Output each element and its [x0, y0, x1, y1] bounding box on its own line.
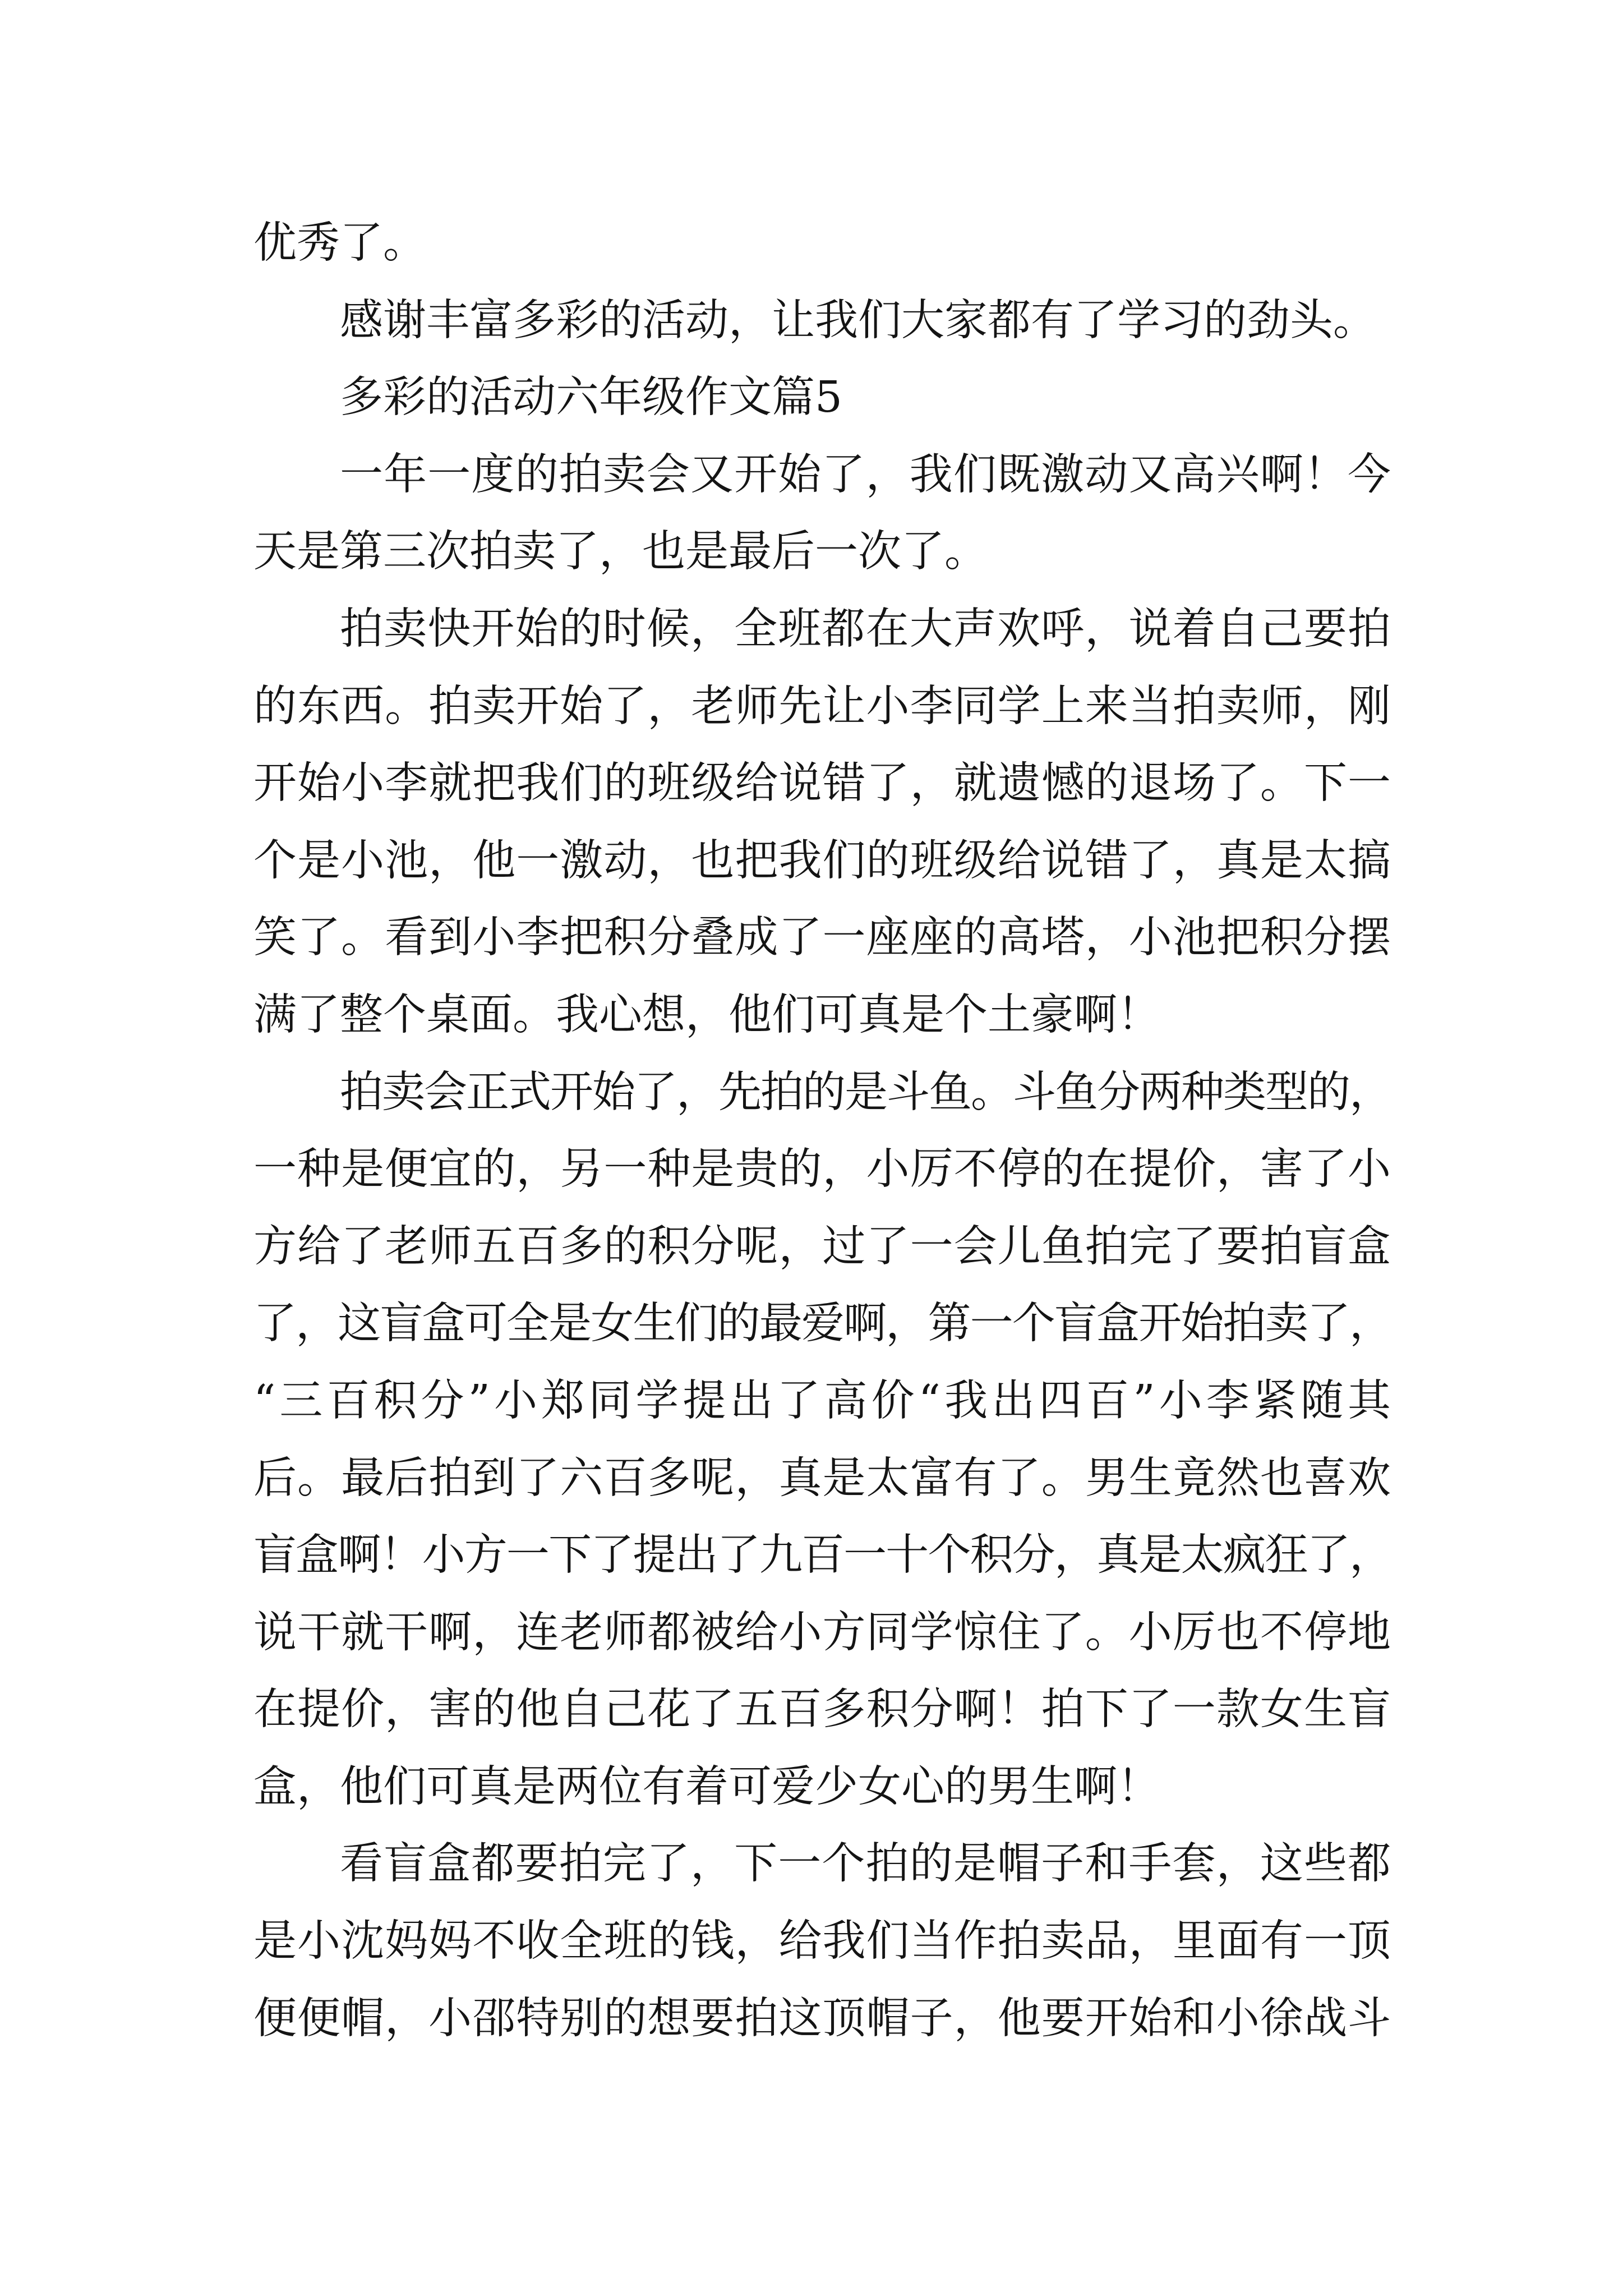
text-line: 一种是便宜的，另一种是贵的，小厉不停的在提价，害了小: [253, 1144, 1391, 1195]
text-line: 说干就干啊，连老师都被给小方同学惊住了。小厉也不停地: [253, 1607, 1391, 1658]
text-line: 天是第三次拍卖了，也是最后一次了。: [253, 527, 988, 577]
paragraph-continued: [253, 205, 1391, 282]
text-line: 满了整个桌面。我心想，他们可真是个土豪啊！: [253, 990, 1160, 1040]
text-line: “三百积分”小郑同学提出了高价“我出四百”小李紧随其: [253, 1375, 1391, 1426]
text-line: 感谢丰富多彩的活动，让我们大家都有了学习的劲头。: [340, 295, 1376, 346]
text-line: 看盲盒都要拍完了，下一个拍的是帽子和手套，这些都: [340, 1839, 1391, 1889]
paragraph-closing: [253, 282, 1391, 360]
text-line: 一年一度的拍卖会又开始了，我们既激动又高兴啊！今: [340, 449, 1391, 500]
text-line: 个是小池，他一激动，也把我们的班级给说错了，真是太搞: [253, 835, 1391, 886]
text-line: 盒，他们可真是两位有着可爱少女心的男生啊！: [253, 1761, 1160, 1812]
text-line: 在提价，害的他自己花了五百多积分啊！拍下了一款女生盲: [253, 1685, 1391, 1735]
paragraph: [253, 591, 1391, 1054]
text-line: 开始小李就把我们的班级给说错了，就遗憾的退场了。下一: [253, 758, 1391, 809]
text-line: 了，这盲盒可全是女生们的最爱啊，第一个盲盒开始拍卖了，: [253, 1299, 1391, 1349]
section-title: 多彩的活动六年级作文篇5: [340, 372, 842, 423]
section-title-block: [253, 359, 1391, 436]
text-line: 盲盒啊！小方一下了提出了九百一十个积分，真是太疯狂了，: [253, 1530, 1391, 1581]
text-line: 拍卖会正式开始了，先拍的是斗鱼。斗鱼分两种类型的，: [340, 1067, 1391, 1117]
paragraph: [253, 436, 1391, 591]
text-line: 是小沈妈妈不收全班的钱，给我们当作拍卖品，里面有一顶: [253, 1916, 1391, 1967]
text-line: 优秀了。: [253, 218, 426, 268]
document-body: [253, 205, 1391, 2057]
paragraph: [253, 1825, 1391, 2057]
text-line: 方给了老师五百多的积分呢，过了一会儿鱼拍完了要拍盲盒: [253, 1221, 1391, 1272]
paragraph: [253, 1054, 1391, 1826]
text-line: 笑了。看到小李把积分叠成了一座座的高塔，小池把积分摆: [253, 913, 1391, 963]
text-line: 拍卖快开始的时候，全班都在大声欢呼，说着自己要拍: [340, 604, 1391, 654]
text-line: 的东西。拍卖开始了，老师先让小李同学上来当拍卖师，刚: [253, 681, 1391, 731]
text-line: 便便帽，小邵特别的想要拍这顶帽子，他要开始和小徐战斗: [253, 1993, 1391, 2044]
text-line: 后。最后拍到了六百多呢，真是太富有了。男生竟然也喜欢: [253, 1453, 1391, 1503]
